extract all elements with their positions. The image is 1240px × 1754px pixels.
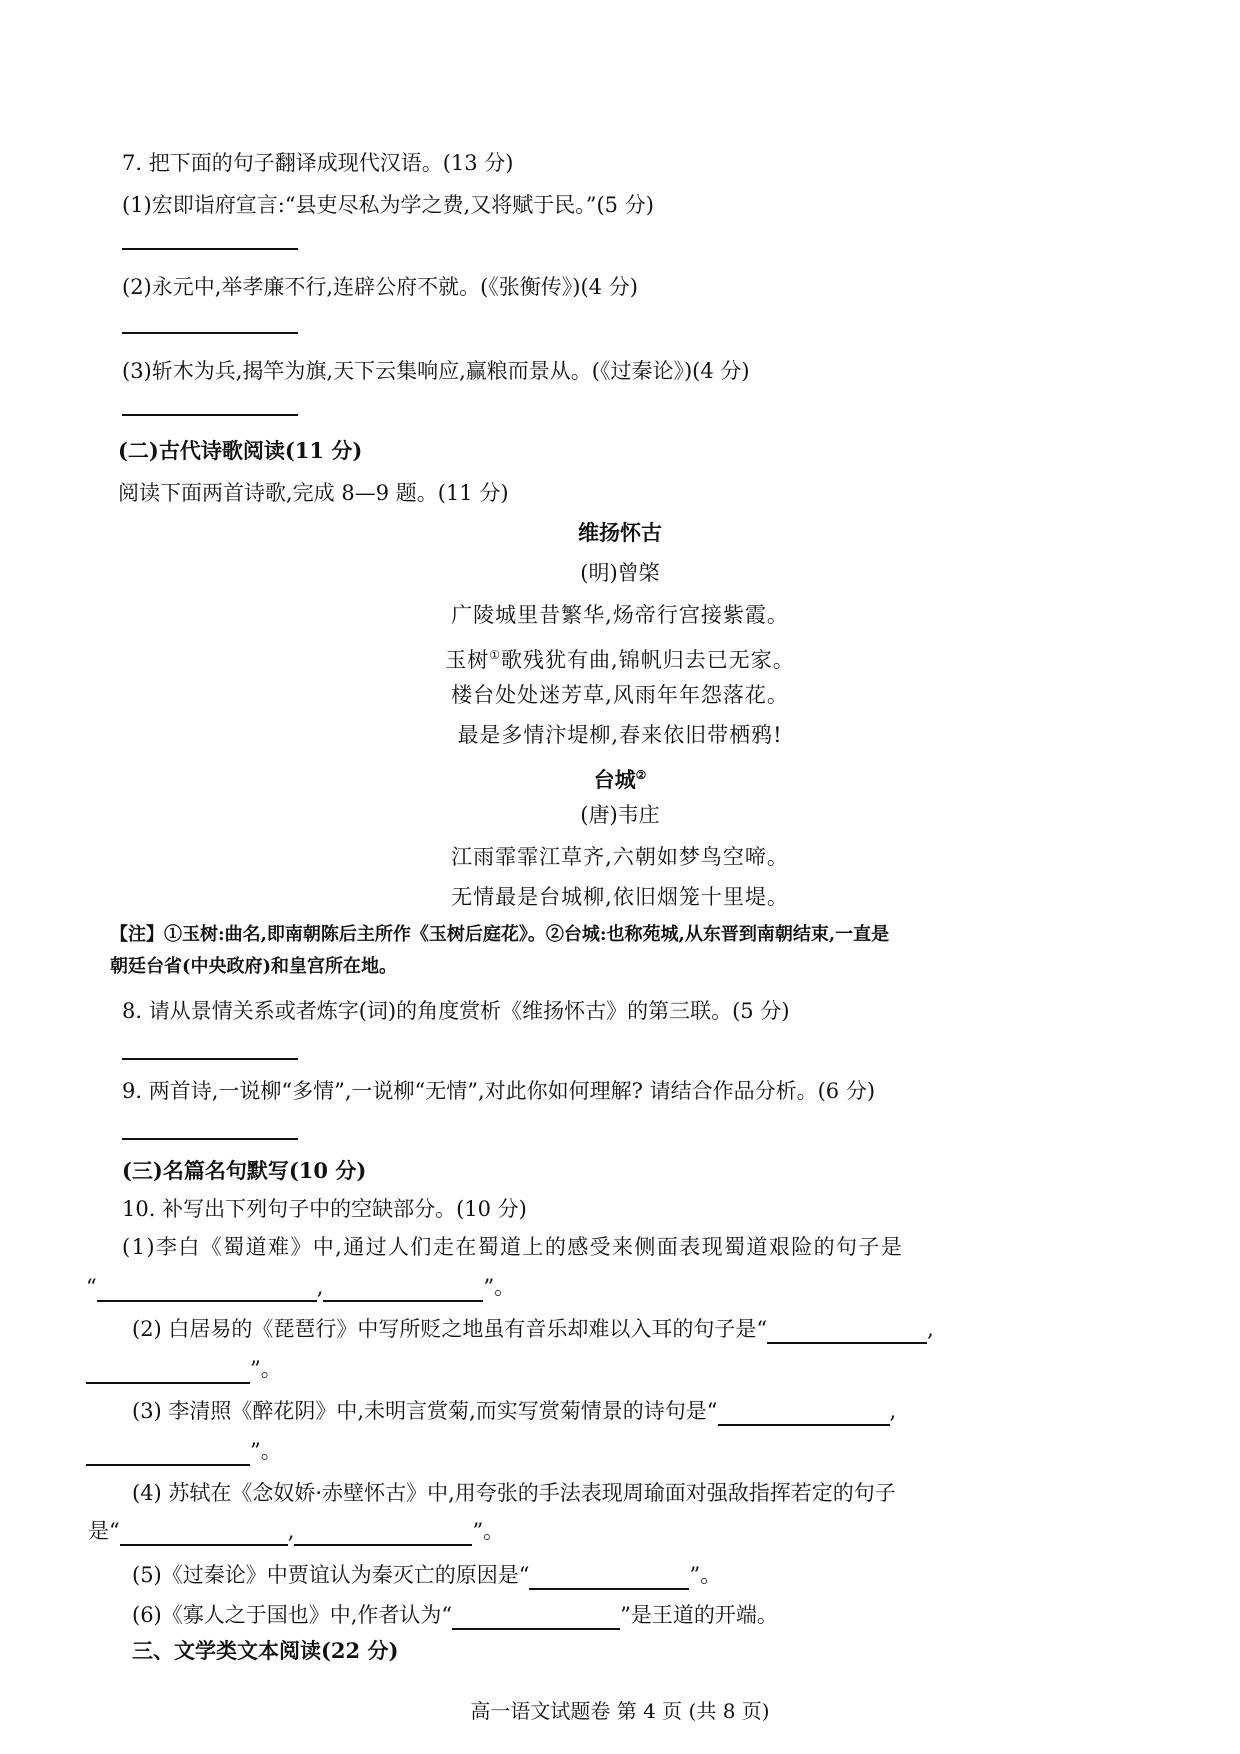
poem1-line1: 广陵城里昔繁华,炀帝行宫接紫霞。 [451, 603, 789, 627]
q10-s2-text: (2) 白居易的《琵琶行》中写所贬之地虽有音乐却难以入耳的句子是“ [132, 1317, 768, 1341]
q10-s1-prompt: (1)李白《蜀道难》中,通过人们走在蜀道上的感受来侧面表现蜀道艰险的句子是 [122, 1235, 904, 1259]
q9-stem: 9. 两首诗,一说柳“多情”,一说柳“无情”,对此你如何理解? 请结合作品分析。(6 分) [122, 1079, 876, 1103]
poem1-line4: 最是多情汴堤柳,春来依旧带栖鸦! [457, 723, 783, 747]
q8-answer-line[interactable] [122, 1058, 298, 1060]
part3-title: 三、文学类文本阅读(22 分) [132, 1638, 399, 1663]
q7-sub1: (1)宏即诣府宣言:“县吏尽私为学之费,又将赋于民。”(5 分) [122, 193, 654, 217]
q7-sub3-answer-line[interactable] [122, 414, 298, 416]
comma: , [889, 1399, 897, 1423]
q10-s6-prompt [132, 1600, 778, 1630]
q10-s2-cont [86, 1354, 282, 1384]
q7-stem: 7. 把下面的句子翻译成现代汉语。(13 分) [122, 151, 514, 175]
poem2-author: (唐)韦庄 [580, 803, 660, 827]
note-line2: 朝廷台省(中央政府)和皇宫所在地。 [110, 956, 398, 977]
footnote-ref-1: ① [489, 648, 502, 662]
close-quote: ”。 [472, 1519, 505, 1543]
q10-s5-prompt [132, 1560, 721, 1590]
q10-s4-blank-2[interactable] [294, 1522, 472, 1546]
q7-sub2: (2)永元中,举孝廉不行,连辟公府不就。(《张衡传》)(4 分) [122, 275, 638, 299]
q10-s3-blank-1[interactable] [718, 1402, 890, 1426]
close-quote: ”。 [250, 1439, 282, 1463]
poem1-line3: 楼台处处迷芳草,风雨年年怨落花。 [451, 683, 789, 707]
footnote-ref-2: ② [635, 768, 647, 782]
poem2-line1: 江雨霏霏江草齐,六朝如梦鸟空啼。 [451, 845, 789, 869]
q10-s5-text: (5)《过秦论》中贾谊认为秦灭亡的原因是“ [132, 1563, 530, 1587]
q10-s3-blank-2[interactable] [86, 1442, 250, 1466]
q7-sub1-answer-line[interactable] [122, 248, 298, 250]
poem2-title [0, 760, 1240, 795]
open-quote: “ [86, 1275, 97, 1299]
q10-s3-prompt [132, 1396, 896, 1426]
q10-s1-blank-2[interactable] [323, 1278, 483, 1302]
close-quote: ”。 [689, 1563, 722, 1587]
poem1-author: (明)曾棨 [580, 561, 660, 585]
poem1-line2-part1: 玉树 [445, 648, 490, 672]
close-quote: ”。 [250, 1357, 282, 1381]
poem1-line2-part2: 歌残犹有曲,锦帆归去已无家。 [501, 648, 795, 672]
section3-title: (三)名篇名句默写(10 分) [122, 1158, 367, 1183]
q10-s4-blanks [88, 1516, 504, 1546]
comma: , [316, 1275, 324, 1299]
q10-s6-text: (6)《寡人之于国也》中,作者认为“ [132, 1603, 453, 1627]
q10-s4-prompt: (4) 苏轼在《念奴娇·赤壁怀古》中,用夸张的手法表现周瑜面对强敌指挥若定的句子 [132, 1481, 896, 1505]
q10-s2-prompt [132, 1314, 934, 1344]
q8-stem: 8. 请从景情关系或者炼字(词)的角度赏析《维扬怀古》的第三联。(5 分) [122, 999, 790, 1023]
q10-s1-blank-1[interactable] [97, 1278, 317, 1302]
close-quote: ”。 [483, 1275, 516, 1299]
q10-s5-blank[interactable] [529, 1566, 689, 1590]
poem1-line2 [0, 640, 1240, 675]
comma: , [927, 1317, 934, 1341]
q10-s2-blank-1[interactable] [767, 1320, 927, 1344]
q10-s4-blank-1[interactable] [120, 1522, 288, 1546]
comma: , [287, 1519, 295, 1543]
note-line1: 【注】①玉树:曲名,即南朝陈后主所作《玉树后庭花》。②台城:也称苑城,从东晋到南朝结束,一直是 [110, 924, 890, 945]
poem1-title: 维扬怀古 [578, 520, 662, 545]
q10-s3-cont [86, 1436, 282, 1466]
poem2-title-text: 台城 [593, 767, 636, 792]
open-quote: 是“ [88, 1519, 120, 1543]
q7-sub2-answer-line[interactable] [122, 332, 298, 334]
q10-s3-text: (3) 李清照《醉花阴》中,未明言赏菊,而实写赏菊情景的诗句是“ [132, 1399, 718, 1423]
section2-title: (二)古代诗歌阅读(11 分) [118, 438, 363, 463]
q10-s2-blank-2[interactable] [86, 1360, 250, 1384]
section2-instruction: 阅读下面两首诗歌,完成 8—9 题。(11 分) [118, 481, 509, 505]
q7-sub3: (3)斩木为兵,揭竿为旗,天下云集响应,赢粮而景从。(《过秦论》)(4 分) [122, 359, 750, 383]
q10-stem: 10. 补写出下列句子中的空缺部分。(10 分) [122, 1197, 527, 1221]
q10-s6-tail: ”是王道的开端。 [620, 1603, 778, 1627]
q10-s6-blank[interactable] [452, 1606, 620, 1630]
q9-answer-line[interactable] [122, 1138, 298, 1140]
q10-s1-blanks [86, 1272, 515, 1302]
page-footer: 高一语文试题卷 第 4 页 (共 8 页) [470, 1699, 770, 1723]
poem2-line2: 无情最是台城柳,依旧烟笼十里堤。 [451, 885, 789, 909]
